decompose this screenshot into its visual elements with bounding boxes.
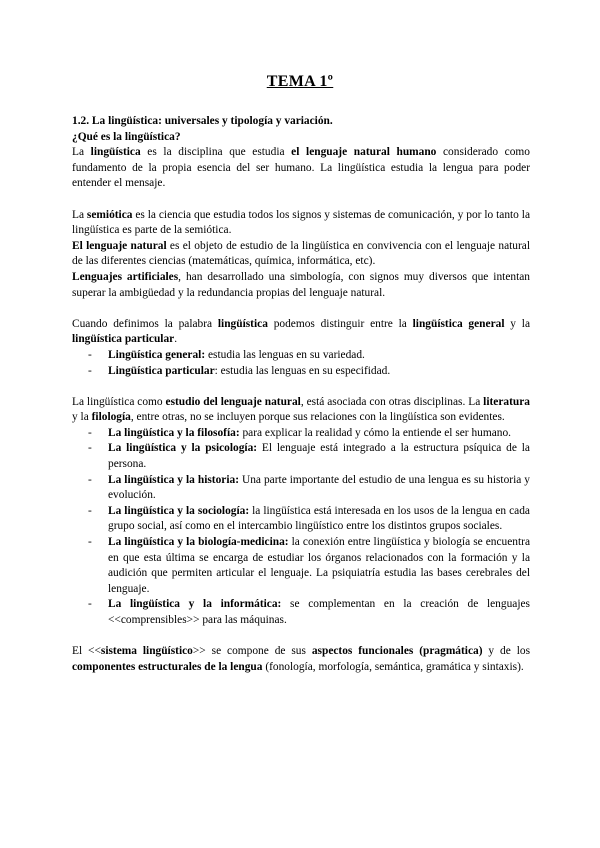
dash-bullet: - bbox=[88, 473, 92, 486]
question-heading: ¿Qué es la lingüística? bbox=[72, 130, 181, 143]
list-item: - Lingüística particular: estudia las lenguas en su especifidad. bbox=[88, 364, 530, 380]
paragraph-semiotica: La semiótica es la ciencia que estudia todos los signos y sistemas de comunicación, y por lo tanto la lingüística es parte de la semiótica. bbox=[72, 208, 530, 237]
list-item: - La lingüística y la informática: se complementan en la creación de lenguajes <<comprensibles>> para las máquinas. bbox=[88, 598, 530, 626]
dash-bullet: - bbox=[88, 364, 92, 377]
dash-bullet: - bbox=[88, 598, 92, 611]
document-body bbox=[72, 114, 530, 675]
page-title: TEMA 1º bbox=[266, 73, 334, 90]
list-item: - La lingüística y la psicología: El lenguaje está integrado a la estructura psíquica de la persona. bbox=[88, 442, 530, 471]
dash-bullet: - bbox=[88, 348, 92, 361]
dash-bullet: - bbox=[88, 504, 92, 517]
list-item: - La lingüística y la filosofía: para explicar la realidad y cómo la entiende el ser humano. bbox=[88, 426, 530, 442]
paragraph-linguistica: La lingüística es la disciplina que estudia el lenguaje natural humano considerado como fundamento de la propia esencia del ser humano. La lingüística estudia la lengua para poder entender el mensaje. bbox=[72, 146, 530, 190]
paragraph-lenguajes-artificiales: Lenguajes artificiales, han desarrollado una simbología, con signos muy diversos que intentan superar la ambigüedad y la redundancia propias del lenguaje natural. bbox=[72, 270, 530, 299]
paragraph-definicion: Cuando definimos la palabra lingüística podemos distinguir entre la lingüística general y la lingüística particular. bbox=[72, 317, 530, 346]
paragraph-sistema-linguistico: El <<sistema lingüístico>> se compone de sus aspectos funcionales (pragmática) y de los componentes estructurales de la lengua (fonología, morfología, semántica, gramática y sintaxis). bbox=[72, 645, 530, 673]
paragraph-lenguaje-natural: El lenguaje natural es el objeto de estudio de la lingüística en convivencia con el lenguaje natural de las diferentes ciencias (matemáticas, química, informática, etc). bbox=[72, 239, 530, 268]
list-item: - Lingüística general: estudia las lenguas en su variedad. bbox=[88, 348, 530, 364]
list-item: - La lingüística y la sociología: la lingüística está interesada en los usos de la lengua en cada grupo social, así como en el intercambio lingüístico entre los distintos grupos sociales. bbox=[88, 504, 530, 533]
section-heading: 1.2. La lingüística: universales y tipología y variación. bbox=[72, 115, 333, 127]
list-item: - La lingüística y la historia: Una parte importante del estudio de una lengua es su historia y evolución. bbox=[88, 473, 530, 502]
list-tipos-linguistica bbox=[72, 348, 530, 379]
dash-bullet: - bbox=[88, 442, 92, 455]
list-item: - La lingüística y la biología-medicina: la conexión entre lingüística y biología se encuentra en que esta última se encarga de estudiar los órganos relacionados con la formación y la audición que permiten articular el lenguaje. La psiquiatría estudia las bases cerebrales del lenguaje. bbox=[88, 536, 530, 595]
dash-bullet: - bbox=[88, 426, 92, 439]
list-disciplinas bbox=[72, 426, 530, 629]
dash-bullet: - bbox=[88, 536, 92, 549]
paragraph-disciplinas: La lingüística como estudio del lenguaje natural, está asociada con otras disciplinas. La literatura y la filología, entre otras, no se incluyen porque sus relaciones con la lingüística son evidentes. bbox=[72, 395, 530, 424]
